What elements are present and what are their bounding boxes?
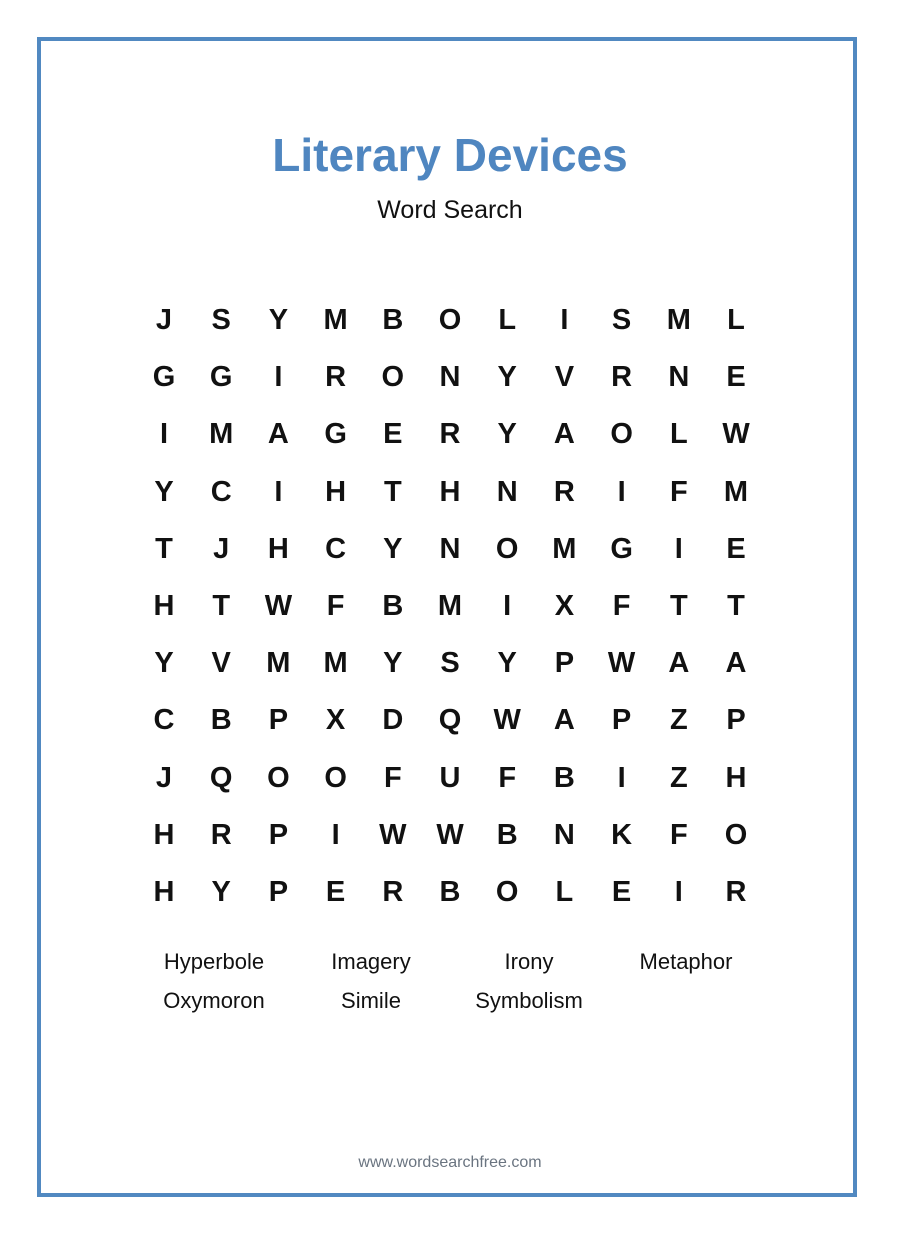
grid-letter: O [267,761,290,794]
grid-letter: R [210,818,232,851]
word-list-item: Oxymoron [163,988,265,1013]
grid-letter: G [152,361,176,394]
grid-letter: W [264,590,293,622]
grid-letter: W [436,818,464,851]
grid-letter: O [381,361,405,394]
grid-letter: G [209,361,233,394]
grid-letter: B [553,761,575,794]
grid-letter: R [553,475,575,508]
grid-letter: T [383,475,402,508]
grid-letter: B [382,590,404,622]
grid-letter: B [496,818,518,851]
grid-letter: H [153,876,175,908]
grid-letter: E [383,418,403,451]
word-list-item: Simile [341,988,401,1013]
grid-letter: I [503,590,512,622]
word-list-item: Imagery [331,949,411,974]
grid-letter: N [668,361,690,394]
grid-letter: F [498,761,517,794]
word-list-item: Hyperbole [163,949,265,974]
grid-letter: V [554,361,575,394]
grid-letter: P [268,704,289,737]
grid-letter: O [324,761,347,794]
grid-letter: O [438,304,462,336]
grid-letter: Y [497,418,517,451]
grid-letter: P [611,704,632,737]
footer-url[interactable]: www.wordsearchfree.com [358,1154,542,1171]
grid-letter: O [610,418,633,451]
grid-letter: A [267,418,289,451]
grid-letter: R [439,418,461,451]
grid-letter: K [611,818,633,851]
grid-letter: F [612,590,631,622]
grid-letter: R [382,876,404,908]
grid-letter: E [726,532,746,565]
grid-letter: L [727,304,745,336]
grid-letter: Z [669,761,688,794]
grid-letter: N [553,818,575,851]
grid-letter: B [382,304,404,336]
grid-letter: T [212,590,231,622]
grid-letter: I [331,818,340,851]
grid-letter: X [325,704,346,737]
grid-letter: A [668,647,690,680]
word-list-item: Metaphor [639,949,733,974]
grid-letter: J [155,304,173,336]
grid-letter: X [554,590,575,622]
grid-letter: F [326,590,345,622]
grid-letter: N [496,475,518,508]
grid-letter: Q [438,704,462,737]
grid-letter: A [553,704,575,737]
grid-letter: Y [497,647,517,680]
grid-letter: Z [669,704,688,737]
grid-letter: M [266,647,291,680]
grid-letter: R [725,876,747,908]
grid-letter: M [666,304,691,336]
grid-letter: M [209,418,234,451]
grid-letter: H [325,475,347,508]
grid-letter: H [439,475,461,508]
grid-letter: I [674,876,683,908]
grid-letter: U [439,761,461,794]
grid-letter: I [159,418,169,451]
grid-letter: Y [154,647,174,680]
page-title: Literary Devices [272,129,628,181]
grid-letter: L [669,418,688,451]
grid-letter: Y [383,532,403,565]
grid-letter: T [669,590,688,622]
grid-letter: I [560,304,569,336]
grid-letter: A [553,418,575,451]
grid-letter: I [674,532,683,565]
grid-letter: O [724,818,748,851]
grid-letter: G [324,418,347,451]
grid-letter: N [439,532,461,565]
grid-letter: Y [154,475,174,508]
grid-letter: Y [497,361,517,394]
grid-letter: E [726,361,746,394]
grid-letter: E [611,876,632,908]
grid-letter: F [383,761,402,794]
grid-letter: D [382,704,404,737]
grid-letter: F [669,818,688,851]
grid-letter: J [213,532,230,565]
grid-letter: C [325,532,347,565]
grid-letter: C [210,475,232,508]
grid-letter: J [155,761,173,794]
grid-letter: Y [383,647,403,680]
grid-letter: P [554,647,575,680]
grid-letter: W [379,818,407,851]
grid-letter: B [439,876,461,908]
grid-letter: S [440,647,460,680]
word-list-item: Irony [504,949,554,974]
grid-letter: G [610,532,633,565]
grid-letter: O [495,532,519,565]
grid-letter: R [611,361,633,394]
grid-letter: S [611,304,632,336]
grid-letter: H [267,532,289,565]
grid-letter: M [723,475,749,508]
grid-letter: M [323,304,348,336]
grid-letter: W [493,704,521,737]
grid-letter: I [617,761,626,794]
grid-letter: I [274,475,283,508]
grid-letter: S [211,304,231,336]
word-list-item: Symbolism [475,988,583,1013]
grid-letter: W [722,418,750,451]
grid-letter: W [607,647,636,680]
grid-letter: V [211,647,231,680]
grid-letter: Q [209,761,233,794]
grid-letter: C [153,704,175,737]
grid-letter: A [725,647,747,680]
grid-letter: M [437,590,463,622]
grid-letter: M [552,532,577,565]
grid-letter: M [323,647,348,680]
grid-letter: N [439,361,461,394]
grid-letter: P [268,876,289,908]
grid-letter: T [727,590,745,622]
grid-letter: P [268,818,289,851]
grid-letter: Y [211,876,231,908]
grid-letter: L [498,304,517,336]
grid-letter: T [155,532,173,565]
grid-letter: Y [268,304,289,336]
grid-letter: I [617,475,626,508]
grid-letter: E [325,876,346,908]
grid-letter: P [726,704,746,737]
grid-letter: H [725,761,747,794]
grid-letter: I [274,361,283,394]
grid-letter: R [325,361,347,394]
page-subtitle: Word Search [377,196,523,224]
grid-letter: H [153,590,175,622]
grid-letter: F [669,475,688,508]
grid-letter: H [153,818,175,851]
grid-letter: L [555,876,574,908]
grid-letter: B [210,704,232,737]
grid-letter: O [495,876,519,908]
